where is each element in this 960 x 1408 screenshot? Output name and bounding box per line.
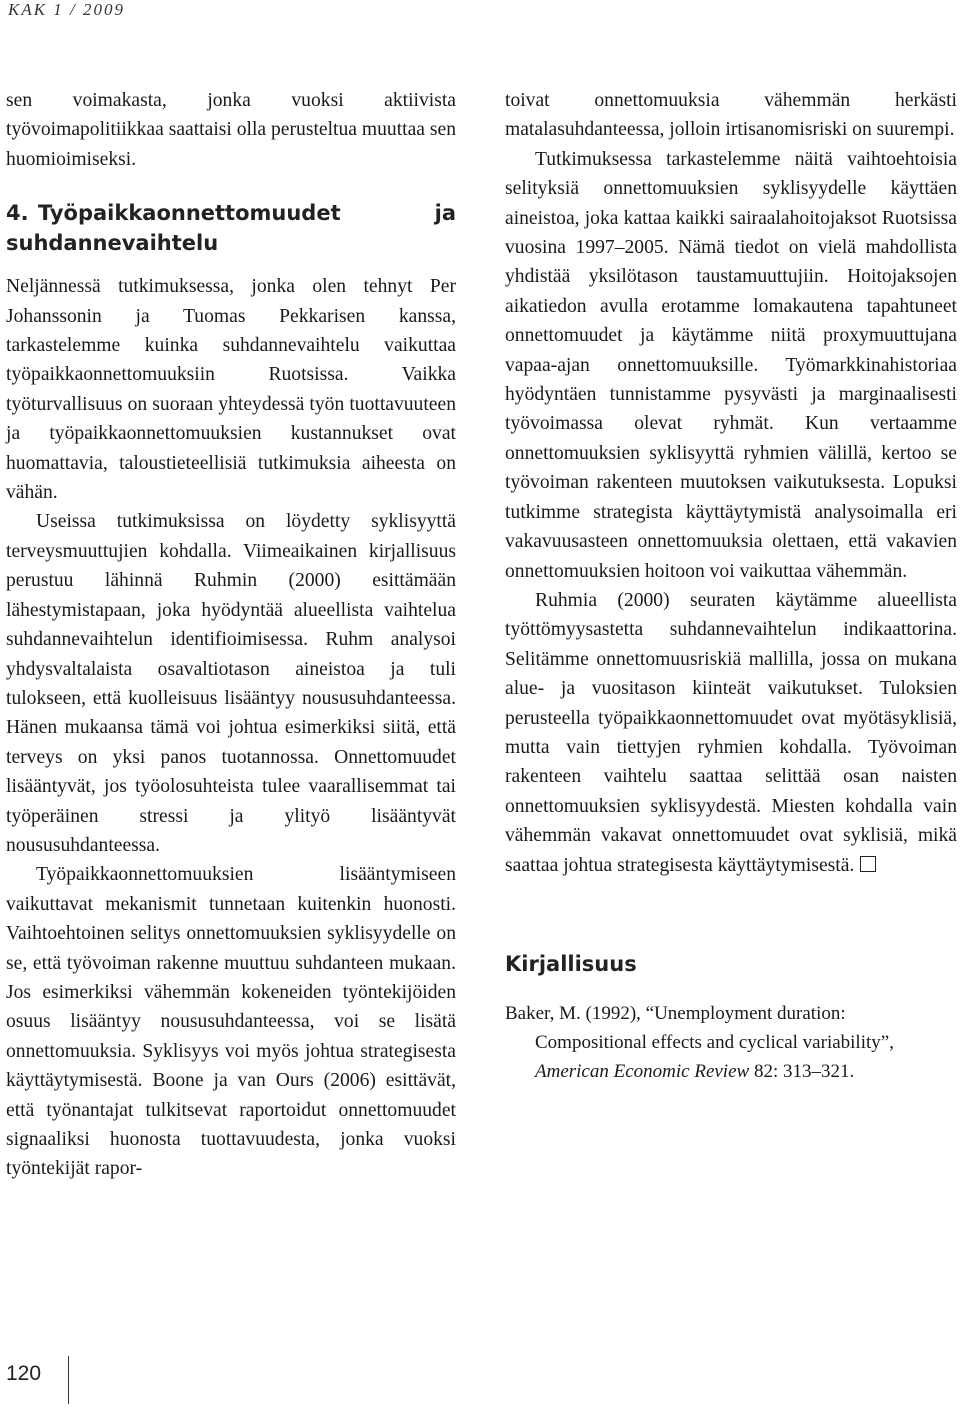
section-number: 4. bbox=[6, 201, 29, 226]
intro-paragraph: sen voimakasta, jonka vuoksi aktiivista työvoimapolitiikkaa saattaisi olla perusteltua muuttaa sen huomioimiseksi. bbox=[6, 90, 456, 170]
section-title: Työpaikkaonnettomuudet ja suhdannevaihtelu bbox=[6, 201, 456, 256]
page-number-divider bbox=[68, 1356, 69, 1404]
end-of-article-icon bbox=[860, 856, 876, 872]
running-header: KAK 1 / 2009 bbox=[8, 0, 126, 19]
reference-author: Baker, M. (1992), “Unemployment duration: Compositional effects and cyclical variability”, bbox=[505, 1003, 894, 1054]
section-heading bbox=[6, 198, 456, 258]
body-paragraph: toivat onnettomuuksia vähemmän herkästi matalasuhdanteessa, jolloin irtisanomisriski on suurempi. bbox=[505, 90, 957, 141]
body-paragraph: Useissa tutkimuksissa on löydetty syklisyyttä terveysmuuttujien kohdalla. Viimeaikainen kirjallisuus perustuu lähinnä Ruhmin (2000) esittämään lähestymistapaan, joka hyödyntää alueellista vaihtelua suhdannevaihtelun identifioimisessa. Ruhm analysoi yhdysvaltalaista osavaltiotason aineistoa ja tuli tulokseen, että kuolleisuus lisääntyy noususuhdanteessa. Hänen mukaansa tämä voi johtua esimerkiksi siitä, että terveys on yksi panos tuotannossa. Onnettomuudet lisääntyvät, jos työolosuhteista tulee vaarallisemmat tai työperäinen stressi ja ylityö lisääntyvät noususuhdanteessa. bbox=[6, 511, 456, 856]
final-paragraph-text: Ruhmia (2000) seuraten käytämme alueellista työttömyysastetta suhdannevaihtelun indikaattorina. Selitämme onnettomuusriskiä mallilla, jossa on mukana alue- ja vuositason kiinteät vaikutukset. Tuloksien perusteella työpaikkaonnettomuudet ovat myötäsyklisiä, mutta vain tiettyjen ryhmien kohdalla. Työvoiman rakenteen vaihtelu saattaa selittää osan naisten onnettomuuksien syklisyydestä. Miesten kohdalla vain vähemmän vakavat onnettomuudet ovat syklisiä, mikä saattaa johtua strategisesta käyttäytymisestä. bbox=[505, 589, 957, 876]
reference-journal: American Economic Review bbox=[535, 1061, 750, 1083]
left-column bbox=[6, 86, 456, 1184]
body-paragraph-final bbox=[505, 586, 957, 880]
page-number: 120 bbox=[6, 1362, 42, 1385]
body-paragraph: Tutkimuksessa tarkastelemme näitä vaihtoehtoisia selityksiä onnettomuuksien syklisyydelle käyttäen aineistoa, joka kattaa kaikki sairaalahoitojaksot Ruotsissa vuosina 1997–2005. Nämä tiedot on vielä mahdollista yhdistää yksilötason taustamuuttujiin. Hoitojaksojen aikatiedon avulla erotamme lomakautena tapahtuneet onnettomuudet ja käytämme niitä proxymuuttujana vapaa-ajan onnettomuuksille. Työmarkkinahistoriaa hyödyntäen tunnistamme pysyvästi ja marginaalisesti työvoimassa olevat ryhmät. Kun vertaamme onnettomuuksien syklisyyttä ryhmien välillä, kertoo se työvoiman rakenteen muutoksen vaikutuksesta. Lopuksi tutkimme strategista käyttäytymistä analysoimalla eri vakavuusasteen onnettomuuksia olettaen, että vakavien onnettomuuksien hoitoon voi vaikuttaa vähemmän. bbox=[505, 148, 957, 582]
references-heading: Kirjallisuus bbox=[505, 951, 637, 976]
body-paragraph: Työpaikkaonnettomuuksien lisääntymiseen vaikuttavat mekanismit tunnetaan kuitenkin huonosti. Vaihtoehtoinen selitys onnettomuuksien syklisyydelle on se, että työvoiman rakenne muuttuu suhdanteen mukaan. Jos esimerkiksi vähemmän kokeneiden työntekijöiden osuus lisääntyy noususuhdanteessa, voi se lisätä onnettomuuksia. Syklisyys voi myös johtua strategisesta käyttäytymisestä. Boone ja van Ours (2006) esittävät, että työnantajat tulkitsevat raportoidut onnettomuudet signaaliksi huonosta tuottavuudesta, jonka vuoksi työntekijät rapor- bbox=[6, 864, 456, 1180]
body-paragraph: Neljännessä tutkimuksessa, jonka olen tehnyt Per Johanssonin ja Tuomas Pekkarisen kanssa, tarkastelemme kuinka suhdannevaihtelu vaikuttaa työpaikkaonnettomuuksiin Ruotsissa. Vaikka työturvallisuus on suoraan yhteydessä työn tuottavuuteen ja työpaikkaonnettomuuksien kustannukset ovat huomattavia, taloustieteellisiä tutkimuksia aiheesta on vähän. bbox=[6, 276, 456, 504]
right-column bbox=[505, 86, 957, 1086]
reference-details: 82: 313–321. bbox=[749, 1061, 855, 1083]
reference-entry bbox=[505, 999, 957, 1086]
